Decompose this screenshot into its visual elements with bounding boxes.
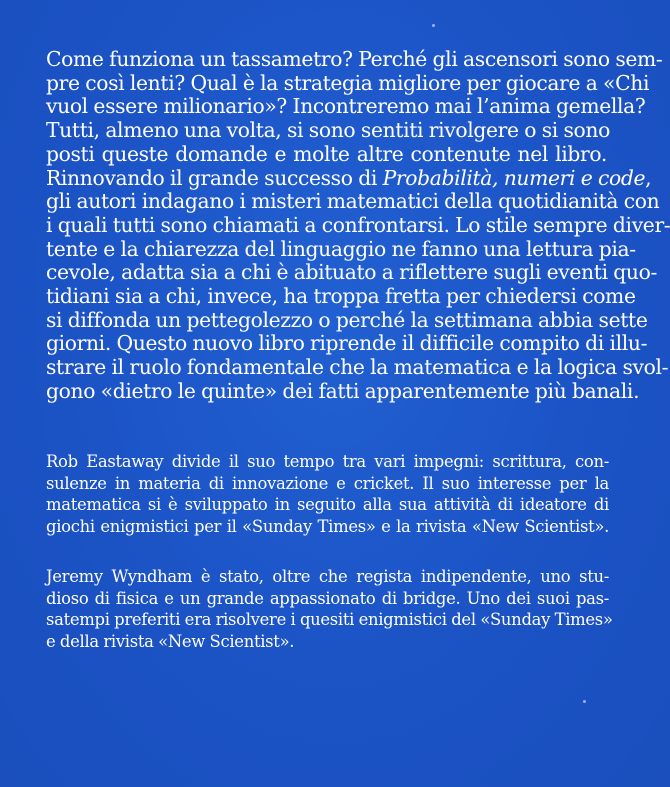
bio-line: matematica si è sviluppato in seguito alla sua attività di ideatore di	[46, 495, 609, 514]
blurb-line: gli autori indagano i misteri matematici della quotidianità con	[46, 189, 660, 214]
blurb-line: Tutti, almeno una volta, si sono sentiti rivolgere o si sono	[46, 118, 610, 143]
blurb-line: vuol essere milionario»? Incontreremo mai l’anima gemella?	[46, 94, 646, 119]
blurb-line: si diffonda un pettegolezzo o perché la settimana abbia sette	[46, 307, 648, 332]
book-blurb	[46, 47, 670, 404]
blurb-line: gono «dietro le quinte» dei fatti apparentemente più banali.	[46, 378, 640, 403]
bio-line: dioso di fisica e un grande appassionato di bridge. Uno dei suoi pas-	[46, 588, 609, 608]
blurb-line: giorni. Questo nuovo libro riprende il difficile compito di illu-	[46, 331, 648, 356]
bio-line: sulenze in materia di innovazione e cricket. Il suo interesse per la	[46, 473, 609, 493]
blurb-line: cevole, adatta sia a chi è abituato a riflettere sugli eventi quo-	[46, 260, 658, 285]
print-speck	[583, 700, 586, 703]
bio-line: giochi enigmistici per il «Sunday Times» e la rivista «New Scientist».	[46, 516, 609, 536]
book-title-reference: Probabilità, numeri e code	[382, 165, 646, 190]
blurb-line: tente e la chiarezza del linguaggio ne fanno una lettura pia-	[46, 236, 636, 261]
bio-line: satempi preferiti era risolvere i quesiti enigmistici del «Sunday Times»	[46, 610, 613, 629]
blurb-line: posti queste domande e molte altre contenute nel libro.	[46, 141, 607, 166]
blurb-line: tidiani sia a chi, invece, ha troppa fretta per chiedersi come	[46, 284, 636, 309]
blurb-line: Come funziona un tassametro? Perché gli ascensori sono sem-	[46, 47, 663, 71]
blurb-line-suffix: ,	[645, 165, 652, 190]
bio-line: e della rivista «New Scientist».	[46, 631, 295, 651]
blurb-line: pre così lenti? Qual è la strategia migliore per giocare a «Chi	[46, 70, 650, 95]
blurb-line: i quali tutti sono chiamati a confrontarsi. Lo stile sempre diver-	[46, 212, 670, 237]
blurb-line-with-title	[46, 165, 652, 191]
bio-line: Rob Eastaway divide il suo tempo tra vari impegni: scrittura, con-	[46, 452, 609, 471]
bio-line: Jeremy Wyndham è stato, oltre che regista indipendente, uno stu-	[46, 567, 609, 586]
blurb-line: strare il ruolo fondamentale che la matematica e la logica svol-	[46, 355, 669, 380]
author-bio-eastaway	[46, 451, 609, 537]
print-speck	[432, 24, 435, 27]
blurb-line-prefix: Rinnovando il grande successo di	[46, 165, 383, 190]
author-bio-wyndham	[46, 566, 613, 652]
